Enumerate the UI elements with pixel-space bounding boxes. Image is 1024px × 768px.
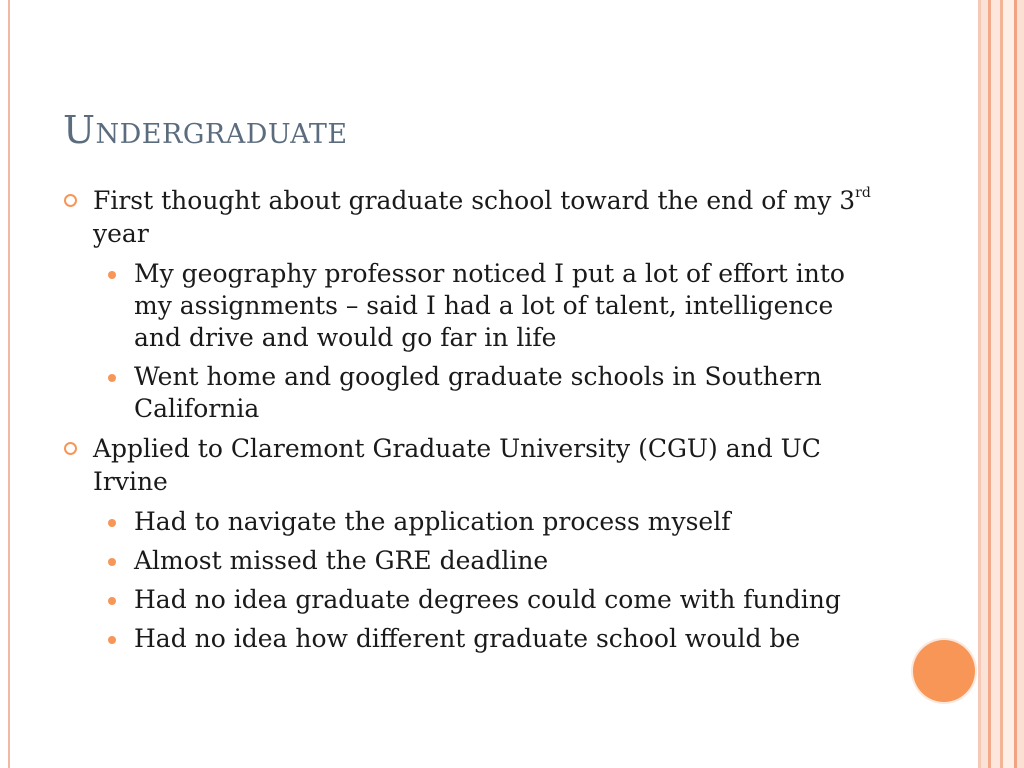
sub-bullet-item bbox=[0, 623, 900, 655]
hollow-circle-bullet-icon bbox=[64, 442, 77, 455]
sub-bullet-item bbox=[0, 584, 900, 616]
filled-circle-bullet-icon bbox=[108, 271, 116, 279]
sub-bullet-item bbox=[0, 361, 900, 425]
hollow-circle-bullet-icon bbox=[64, 194, 77, 207]
right-decorative-stripes bbox=[978, 0, 1024, 768]
filled-circle-bullet-icon bbox=[108, 558, 116, 566]
filled-circle-bullet-icon bbox=[108, 374, 116, 382]
sub-bullet-text: Had to navigate the application process myself bbox=[134, 507, 731, 536]
sub-bullet-text: Had no idea how different graduate school would be bbox=[134, 624, 801, 653]
filled-circle-bullet-icon bbox=[108, 519, 116, 527]
sub-bullet-text: Went home and googled graduate schools in Southern California bbox=[134, 362, 822, 423]
filled-circle-bullet-icon bbox=[108, 597, 116, 605]
sub-bullet-text: Almost missed the GRE deadline bbox=[134, 546, 549, 575]
bullet-text: First thought about graduate school toward the end of my 3 bbox=[93, 186, 856, 215]
filled-circle-bullet-icon bbox=[108, 636, 116, 644]
bullet-text-end: year bbox=[93, 219, 149, 248]
bullet-item bbox=[0, 184, 900, 250]
bullet-item bbox=[0, 432, 900, 498]
ordinal-superscript: rd bbox=[855, 184, 871, 201]
slide-title: Undergraduate bbox=[63, 108, 348, 152]
sub-bullet-item bbox=[0, 506, 900, 538]
sub-bullet-text: My geography professor noticed I put a lot of effort into my assignments – said I had a lot of talent, intelligence and drive and would go far in life bbox=[134, 259, 845, 352]
bullet-text: Applied to Claremont Graduate University (CGU) and UC Irvine bbox=[93, 434, 821, 496]
sub-bullet-item bbox=[0, 545, 900, 577]
sub-bullet-text: Had no idea graduate degrees could come with funding bbox=[134, 585, 841, 614]
decorative-orange-circle bbox=[913, 640, 975, 702]
slide-body bbox=[0, 184, 900, 662]
sub-bullet-item bbox=[0, 258, 900, 354]
